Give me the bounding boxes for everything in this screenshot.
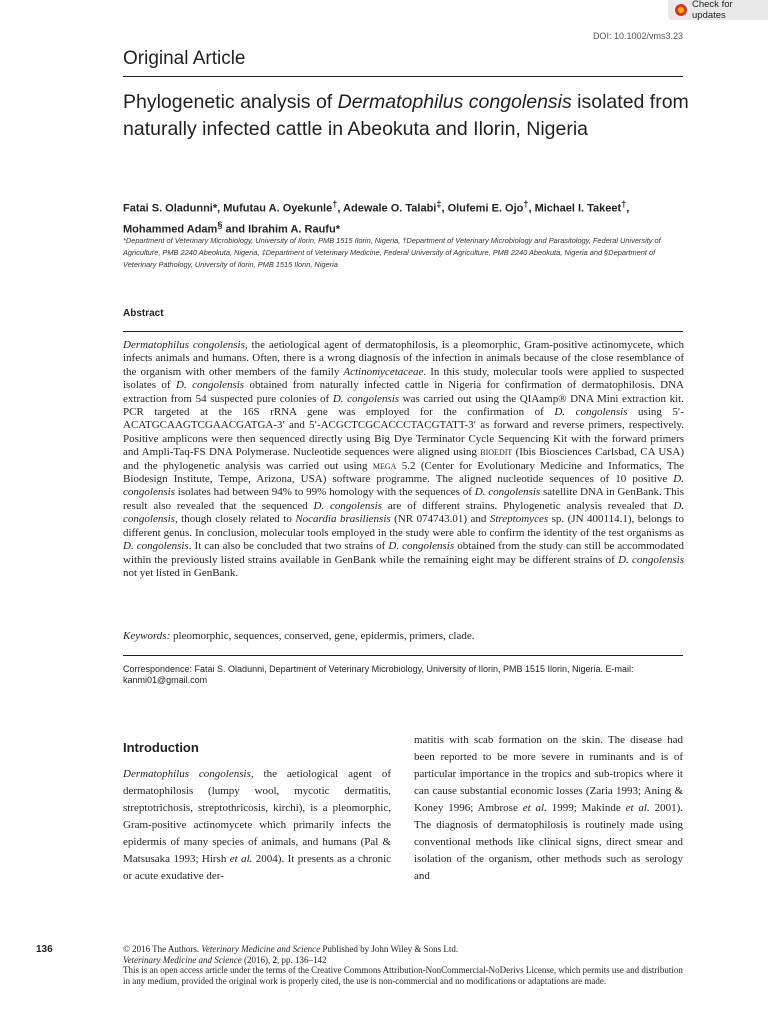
affiliations: *Department of Veterinary Microbiology, University of Ilorin, PMB 1515 Ilorin, Nigeria, †Department of Veterinary Microbiology and Parasitology, Federal University of Agriculture, PMB 2240 Abeokuta, Nigeria, ‡Department of Veterinary Medicine, Federal University of Agriculture, PMB 2240 Abeokuta, Nigeria and §Department of Veterinary Pathology, University of Ilorin, PMB 1515 Ilorin, Nigeria [123, 236, 661, 269]
check-for-updates-button[interactable] [668, 0, 768, 20]
check-for-updates-label: Check for updates [692, 0, 733, 21]
correspondence: Correspondence: Fatai S. Oladunni, Department of Veterinary Microbiology, University of Ilorin, PMB 1515 Ilorin, Nigeria. E-mail: kanmi01@gmail.com [123, 664, 634, 685]
crossmark-icon [675, 4, 687, 16]
section-label: Original Article [123, 48, 246, 69]
correspondence-rule [123, 655, 683, 656]
keywords: Keywords: pleomorphic, sequences, conserved, gene, epidermis, primers, clade. [123, 630, 475, 642]
footer: © 2016 The Authors. Veterinary Medicine and Science Published by John Wiley & Sons Ltd. Veterinary Medicine and Science (2016), 2, pp. 136–142 This is an open access article under the terms of the Creative Commons Attribution-NonCommercial-NoDerivs License, which permits use and distribution in any medium, provided the original work is properly cited, the use is non-commercial and no modifications or adaptations are made. [123, 944, 683, 986]
introduction-heading: Introduction [123, 740, 199, 755]
abstract-rule [123, 331, 683, 332]
header-rule [123, 76, 683, 77]
abstract-heading: Abstract [123, 308, 164, 319]
page-number: 136 [36, 944, 53, 955]
intro-column-left: Dermatophilus congolensis, the aetiological agent of dermatophilosis (lumpy wool, mycotic dermatitis, streptotrichosis, streptothricosis, kirchi), is a pleomorphic, Gram-positive actinomycete which primarily infects the epidermis of many species of animals, and humans (Pal & Matsusaka 1993; Hirsh et al. 2004). It presents as a chronic or acute exudative der- [123, 768, 392, 882]
intro-column-right: matitis with scab formation on the skin. The disease had been reported to be more severe in ruminants and is of particular importance in the tropics and sub-tropics where it can cause substantial economic losses (Zaria 1993; Aning & Koney 1996; Ambrose et al. 1999; Makinde et al. 2001). The diagnosis of dermatophilosis is routinely made using conventional methods like clinical signs, direct smear and isolation of the organism, other methods such as serology and [414, 734, 683, 882]
article-title: Phylogenetic analysis of Dermatophilus congolensis isolated from naturally infected cattle in Abeokuta and Ilorin, Nigeria [123, 91, 689, 140]
author-list: Fatai S. Oladunni*, Mufutau A. Oyekunle†, Adewale O. Talabi‡, Olufemi E. Ojo†, Michael I. Takeet†, Mohammed Adam§ and Ibrahim A. Raufu* [123, 199, 630, 236]
doi-link[interactable]: DOI: 10.1002/vms3.23 [592, 31, 683, 41]
abstract-text: Dermatophilus congolensis, the aetiological agent of dermatophilosis, is a pleomorphic, Gram-positive actinomycete, which infects animals and humans. Often, there is a wrong diagnosis of the infection in animals because of the close resemblance of the organism with other members of the family Actinomycetaceae. In this study, molecular tools were applied to suspected isolates of D. congolensis obtained from naturally infected cattle in Nigeria for confirmation of dermatophilosis. DNA extraction from 54 suspected pure colonies of D. congolensis was carried out using the QIAamp® DNA Mini extraction kit. PCR targeted at the 16S rRNA gene was employed for the confirmation of D. congolensis using 5′-ACATGCAAGTCGAACGATGA-3′ and 5′-ACGCTCGCACCCTACGTATT-3′ as forward and reverse primers, respectively. Positive amplicons were then sequenced directly using Big Dye Terminator Cycle Sequencing Kit with the forward primers and Ampli-Taq-FS DNA Polymerase. Nucleotide sequences were aligned using bioedit (Ibis Biosciences Carlsbad, CA USA) and the phylogenetic analysis was carried out using mega 5.2 (Center for Evolutionary Medicine and Informatics, The Biodesign Institute, Tempe, Arizona, USA) software programme. The aligned nucleotide sequences of 10 positive D. congolensis isolates had between 94% to 99% homology with the sequences of D. congolensis satellite DNA in GenBank. This result also revealed that the sequenced D. congolensis are of different strains. Phylogenetic analysis revealed that D. congolensis, though closely related to Nocardia brasiliensis (NR 074743.01) and Streptomyces sp. (JN 400114.1), belongs to different genus. In conclusion, molecular tools employed in the study were able to confirm the identity of the test organisms as D. congolensis. It can also be concluded that two strains of D. congolensis obtained from the study can still be accommodated within the previously listed strains available in GenBank while the remaining eight may be different strains of D. congolensis not yet listed in GenBank. [123, 339, 685, 579]
